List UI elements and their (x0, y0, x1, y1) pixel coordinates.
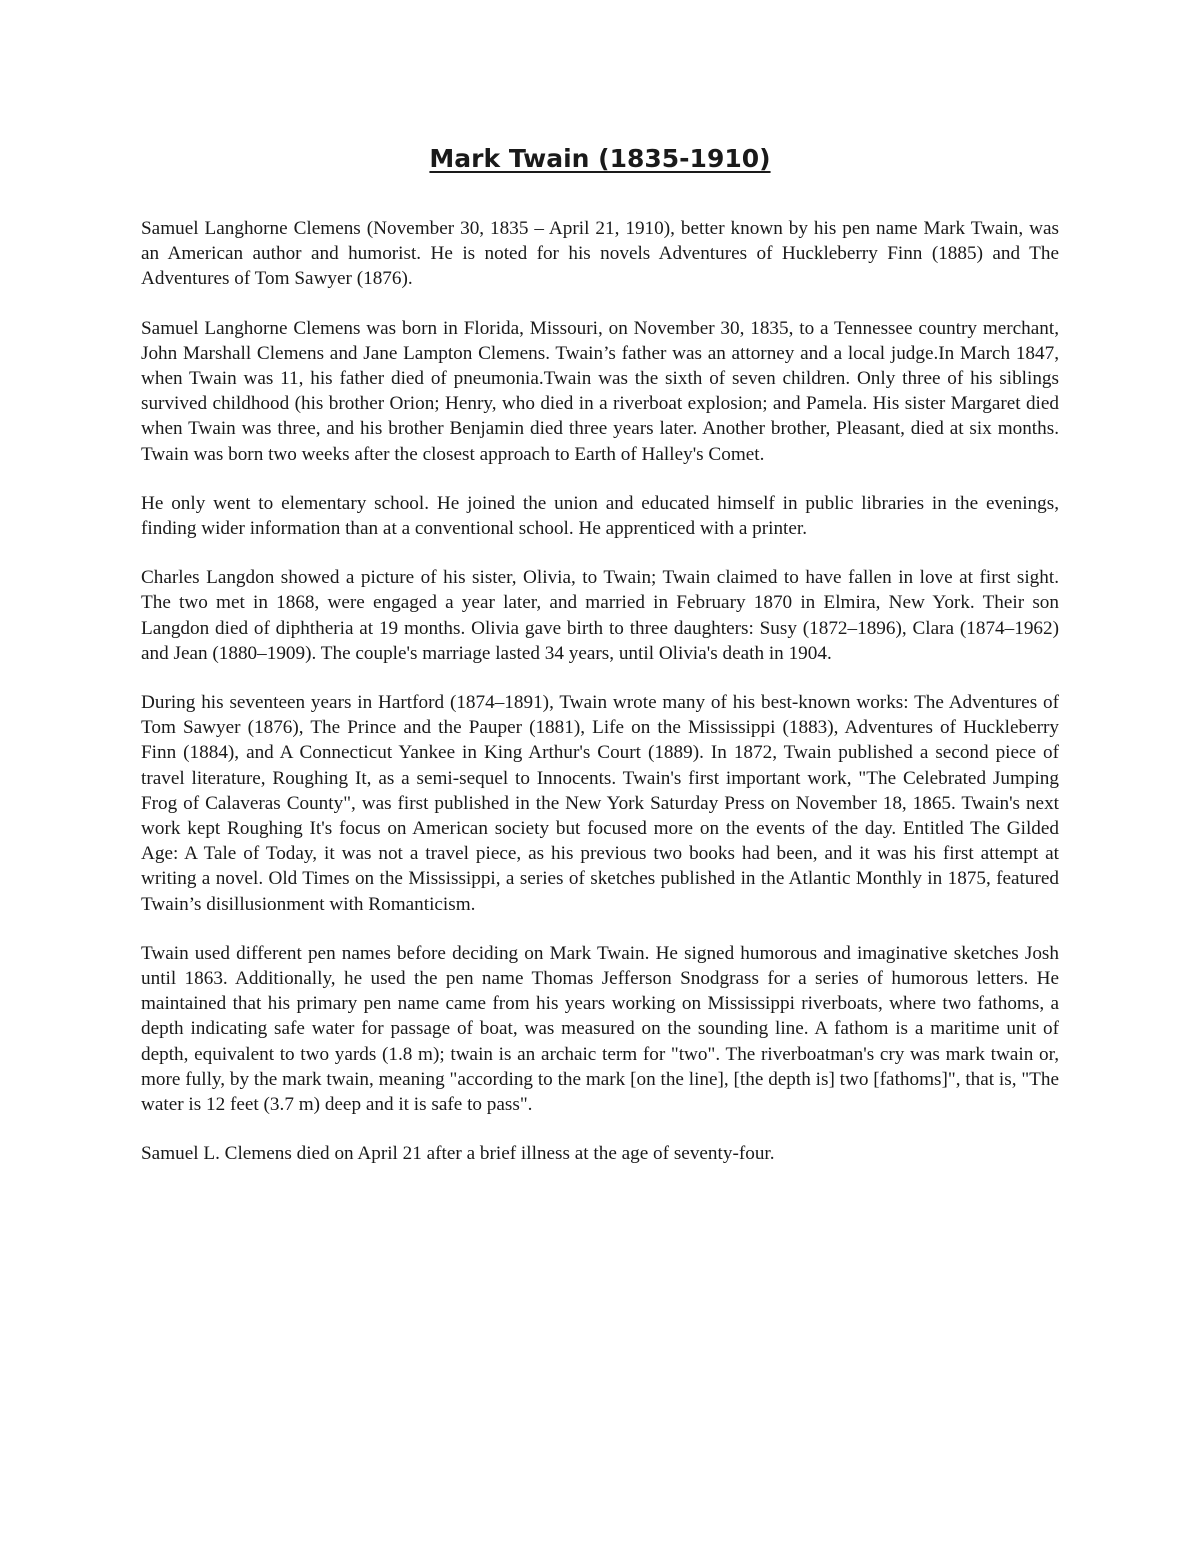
document-body (141, 216, 1059, 1191)
paragraph-pen-names: Twain used different pen names before deciding on Mark Twain. He signed humorous and imaginative sketches Josh until 1863. Additionally, he used the pen name Thomas Jefferson Snodgrass for a series of humorous letters. He maintained that his primary pen name came from his years working on Mississippi riverboats, where two fathoms, a depth indicating safe water for passage of boat, was measured on the sounding line. A fathom is a maritime unit of depth, equivalent to two yards (1.8 m); twain is an archaic term for "two". The riverboatman's cry was mark twain or, more fully, by the mark twain, meaning "according to the mark [on the line], [the depth is] two [fathoms]", that is, "The water is 12 feet (3.7 m) deep and it is safe to pass". (141, 942, 1059, 1116)
paragraph-education: He only went to elementary school. He joined the union and educated himself in public libraries in the evenings, finding wider information than at a conventional school. He apprenticed with a printer. (141, 492, 1059, 540)
paragraph-intro: Samuel Langhorne Clemens (November 30, 1835 – April 21, 1910), better known by his pen name Mark Twain, was an American author and humorist. He is noted for his novels Adventures of Huckleberry Finn (1885) and The Adventures of Tom Sawyer (1876). (141, 218, 1059, 290)
paragraph-death: Samuel L. Clemens died on April 21 after a brief illness at the age of seventy-four. (141, 1143, 775, 1165)
paragraph-early-life: Samuel Langhorne Clemens was born in Florida, Missouri, on November 30, 1835, to a Tennessee country merchant, John Marshall Clemens and Jane Lampton Clemens. Twain’s father was an attorney and a local judge.In March 1847, when Twain was 11, his father died of pneumonia.Twain was the sixth of seven children. Only three of his siblings survived childhood (his brother Orion; Henry, who died in a riverboat explosion; and Pamela. His sister Margaret died when Twain was three, and his brother Benjamin died three years later. Another brother, Pleasant, died at six months. Twain was born two weeks after the closest approach to Earth of Halley's Comet. (141, 317, 1059, 465)
page-title: Mark Twain (1835-1910) (429, 144, 771, 173)
paragraph-hartford-works: During his seventeen years in Hartford (1874–1891), Twain wrote many of his best-known works: The Adventures of Tom Sawyer (1876), The Prince and the Pauper (1881), Life on the Mississippi (1883), Adventures of Huckleberry Finn (1884), and A Connecticut Yankee in King Arthur's Court (1889). In 1872, Twain published a second piece of travel literature, Roughing It, as a semi-sequel to Innocents. Twain's first important work, "The Celebrated Jumping Frog of Calaveras County", was first published in the New York Saturday Press on November 18, 1865. Twain's next work kept Roughing It's focus on American society but focused more on the events of the day. Entitled The Gilded Age: A Tale of Today, it was not a travel piece, as his previous two books had been, and it was his first attempt at writing a novel. Old Times on the Mississippi, a series of sketches published in the Atlantic Monthly in 1875, featured Twain’s disillusionment with Romanticism. (141, 692, 1059, 915)
paragraph-marriage: Charles Langdon showed a picture of his sister, Olivia, to Twain; Twain claimed to have fallen in love at first sight. The two met in 1868, were engaged a year later, and married in February 1870 in Elmira, New York. Their son Langdon died of diphtheria at 19 months. Olivia gave birth to three daughters: Susy (1872–1896), Clara (1874–1962) and Jean (1880–1909). The couple's marriage lasted 34 years, until Olivia's death in 1904. (141, 567, 1059, 664)
